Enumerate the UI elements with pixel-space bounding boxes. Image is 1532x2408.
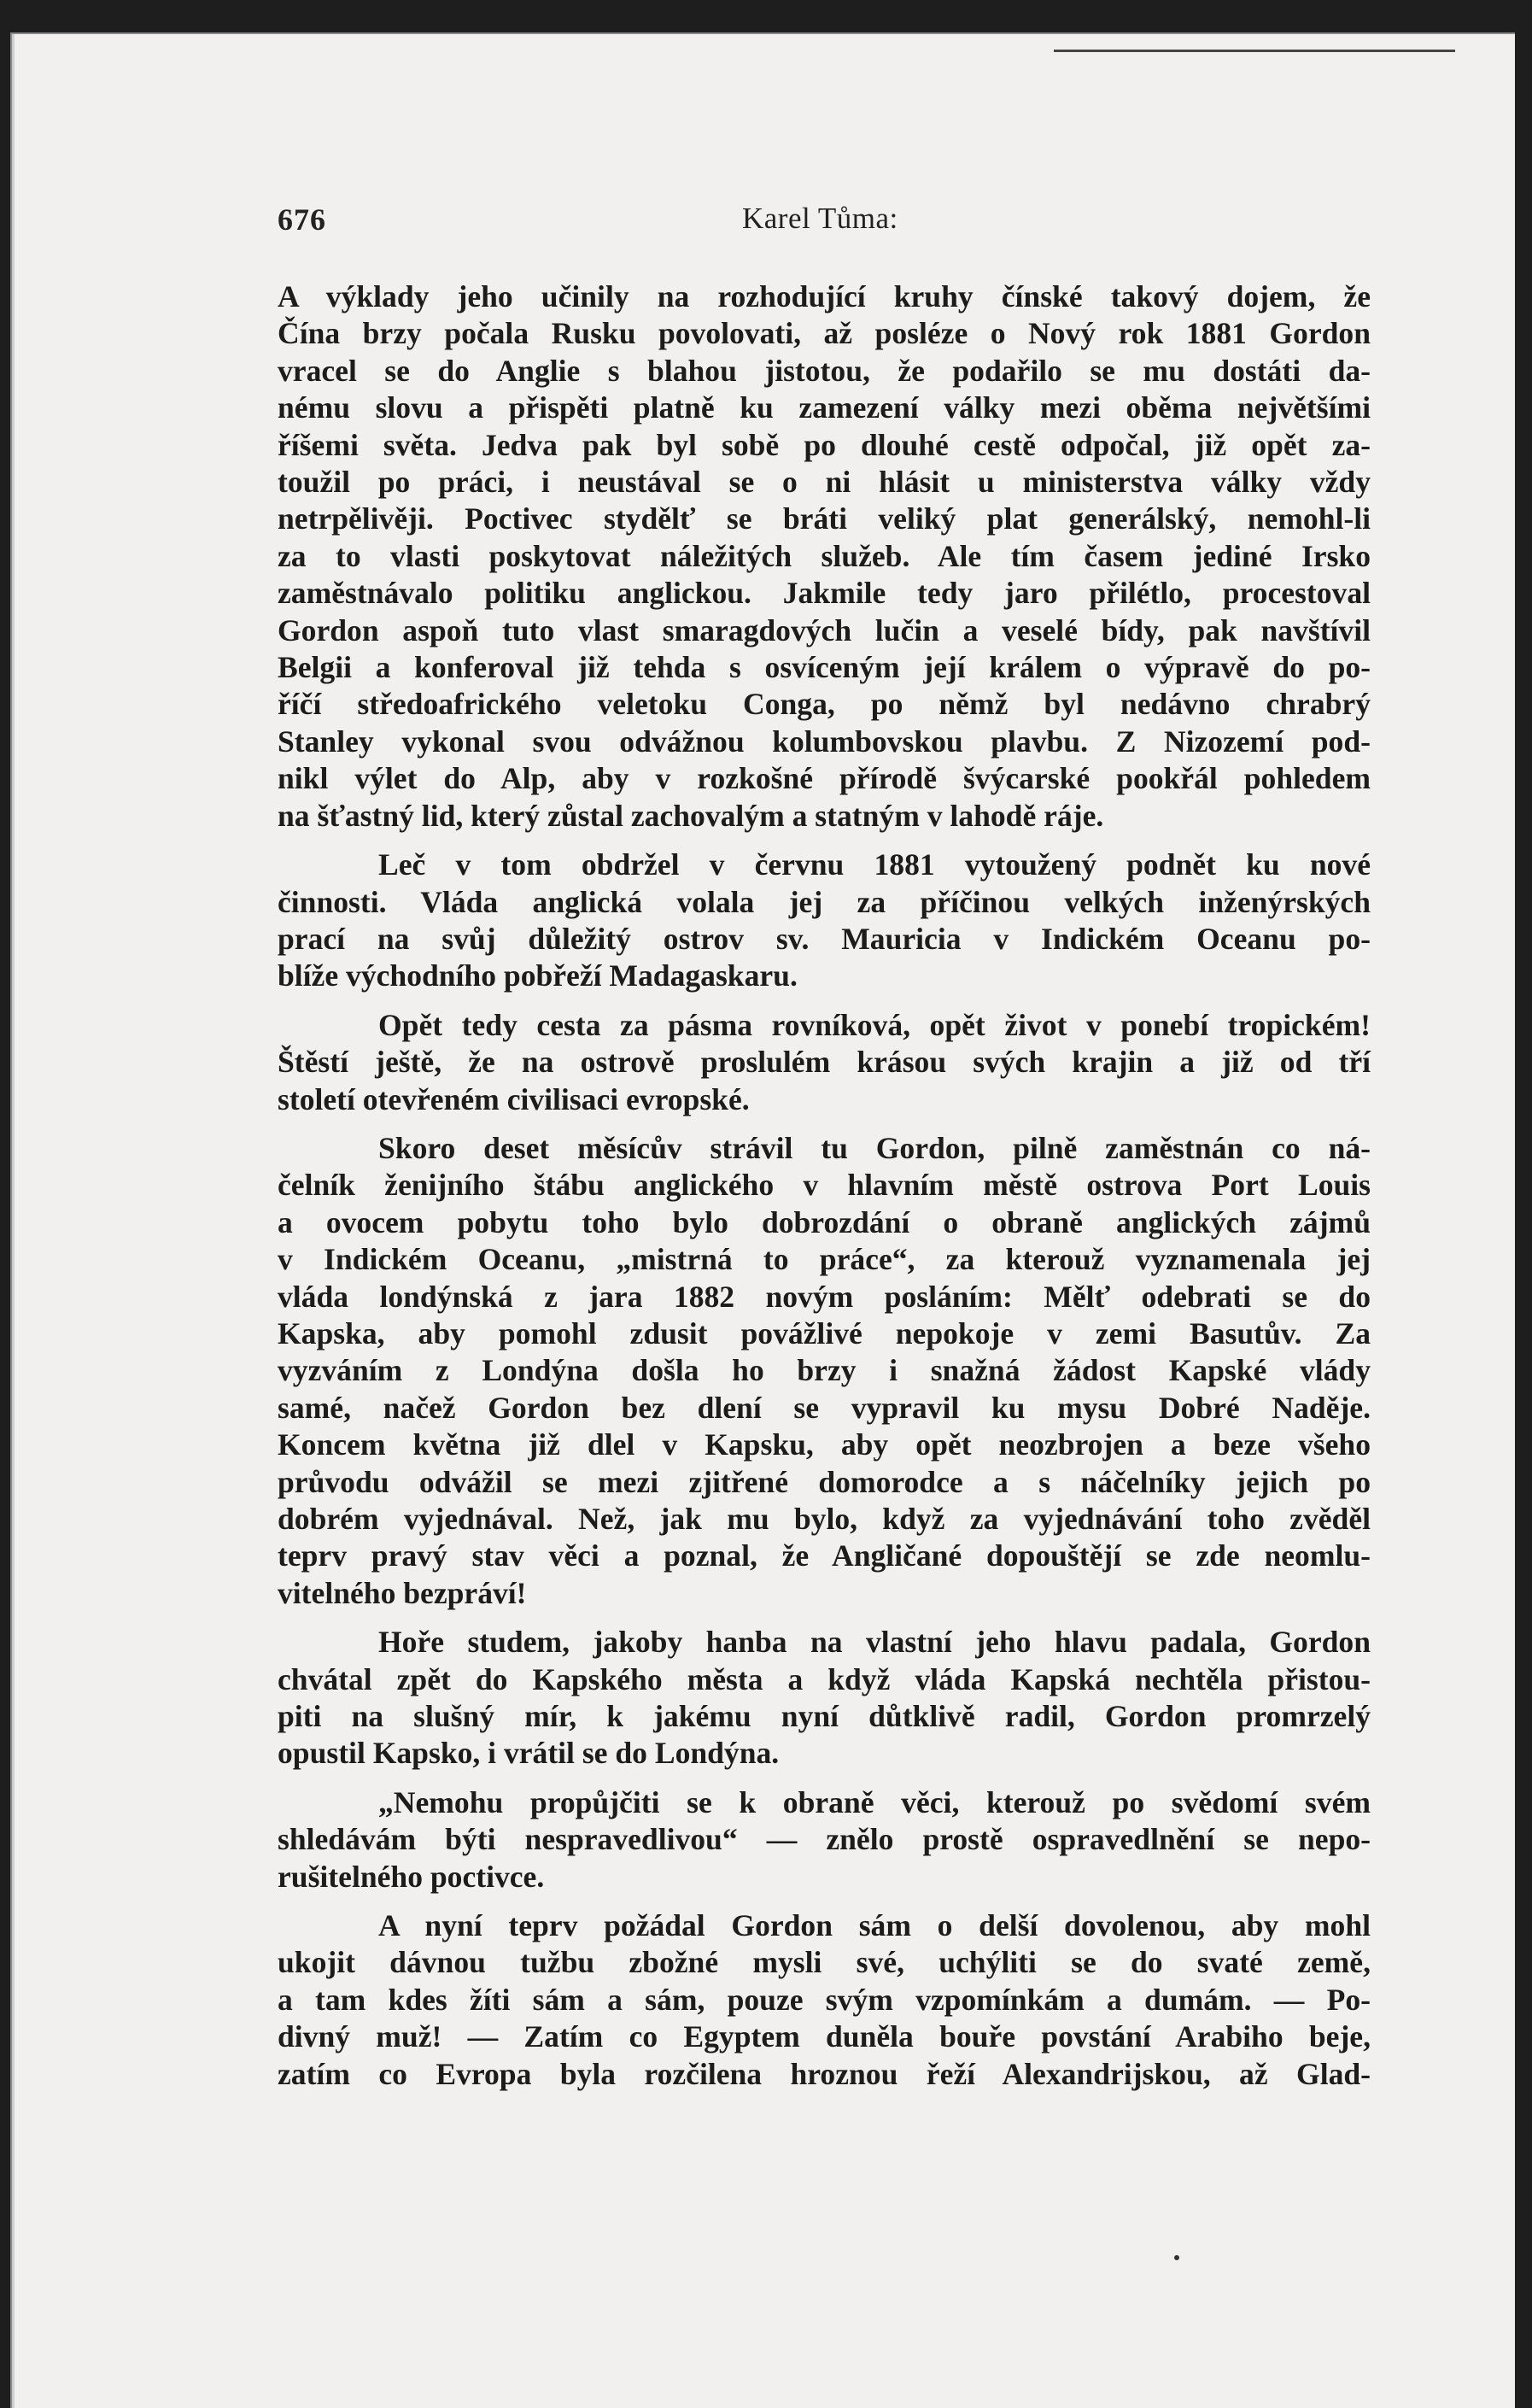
text-line: v Indickém Oceanu, „mistrná to práce“, za kterouž vyznamenala jej <box>278 1242 1371 1277</box>
body-text <box>278 278 1371 2105</box>
text-line: „Nemohu propůjčiti se k obraně věci, kterouž po svědomí svém <box>378 1784 1371 1819</box>
text-line: teprv pravý stav věci a poznal, že Angličané dopouštějí se zde neomlu- <box>278 1538 1371 1573</box>
text-line: čelník ženijního štábu anglického v hlavním městě ostrova Port Louis <box>278 1168 1371 1203</box>
text-line: chvátal zpět do Kapského města a když vláda Kapská nechtěla přistou- <box>278 1661 1371 1696</box>
text-line: toužil po práci, i neustával se o ni hlásit u ministerstva války vždy <box>278 465 1371 500</box>
running-head-author: Karel Tůma: <box>742 202 898 235</box>
text-line: Koncem května již dlel v Kapsku, aby opět neozbrojen a beze všeho <box>278 1427 1371 1462</box>
text-line: ukojit dávnou tužbu zbožné mysli své, uchýliti se do svaté země, <box>278 1945 1371 1980</box>
text-line: zatím co Evropa byla rozčilena hroznou řeží Alexandrijskou, až Glad- <box>278 2056 1371 2091</box>
text-line: Gordon aspoň tuto vlast smaragdových lučin a veselé bídy, pak navštívil <box>278 612 1371 647</box>
text-line: A nyní teprv požádal Gordon sám o delší dovolenou, aby mohl <box>378 1908 1371 1943</box>
text-line: Leč v tom obdržel v červnu 1881 vytoužený podnět ku nové <box>378 847 1371 882</box>
top-rule-divider <box>1054 50 1455 52</box>
text-line: zaměstnávalo politiku anglickou. Jakmile tedy jaro přilétlo, procestoval <box>278 576 1371 611</box>
text-line: říšemi světa. Jedva pak byl sobě po dlouhé cestě odpočal, již opět za- <box>278 427 1371 462</box>
text-line: prací na svůj důležitý ostrov sv. Mauricia v Indickém Oceanu po- <box>278 921 1371 956</box>
text-line: opustil Kapsko, i vrátil se do Londýna. <box>278 1736 780 1771</box>
text-line: A výklady jeho učinily na rozhodující kruhy čínské takový dojem, že <box>278 279 1371 313</box>
text-line: Opět tedy cesta za pásma rovníková, opět život v ponebí tropickém! <box>378 1007 1371 1042</box>
text-line: Štěstí ještě, že na ostrově proslulém krásou svých krajin a již od tří <box>278 1045 1371 1080</box>
paragraph-3 <box>278 1007 1371 1118</box>
paragraph-7 <box>278 1907 1371 2093</box>
text-line: vyzváním z Londýna došla ho brzy i snažná žádost Kapské vlády <box>278 1353 1371 1388</box>
text-line: samé, načež Gordon bez dlení se vypravil ku mysu Dobré Naděje. <box>278 1390 1371 1425</box>
text-line: za to vlasti poskytovat náležitých služeb. Ale tím časem jediné Irsko <box>278 538 1371 573</box>
paragraph-5 <box>278 1624 1371 1772</box>
text-line: a tam kdes žíti sám a sám, pouze svým vzpomínkám a dumám. — Po- <box>278 1982 1371 2017</box>
text-line: netrpělivěji. Poctivec stydělť se bráti veliký plat generálský, nemohl-li <box>278 501 1371 536</box>
text-line: dobrém vyjednával. Než, jak mu bylo, když za vyjednávání toho zvěděl <box>278 1502 1371 1536</box>
text-line: divný muž! — Zatím co Egyptem duněla bouře povstání Arabiho beje, <box>278 2019 1371 2054</box>
text-line: nému slovu a přispěti platně ku zamezení války mezi oběma největšími <box>278 390 1371 425</box>
text-line: rušitelného poctivce. <box>278 1859 545 1894</box>
text-line: blíže východního pobřeží Madagaskaru. <box>278 958 798 993</box>
text-line: průvodu odvážil se mezi zjitřené domorodce a s náčelníky jejich po <box>278 1464 1371 1499</box>
text-line: Belgii a konferoval již tehda s osvíceným její králem o výpravě do po- <box>278 650 1371 685</box>
text-line: vracel se do Anglie s blahou jistotou, že podařilo se mu dostáti da- <box>278 353 1371 388</box>
paragraph-1 <box>278 278 1371 835</box>
text-line: Čína brzy počala Rusku povolovati, až posléze o Nový rok 1881 Gordon <box>278 316 1371 351</box>
text-line: Skoro deset měsícův strávil tu Gordon, pilně zaměstnán co ná- <box>378 1130 1371 1165</box>
text-line: století otevřeném civilisaci evropské. <box>278 1081 750 1116</box>
ink-speck-mark <box>1174 2255 1179 2260</box>
text-line: vitelného bezpráví! <box>278 1575 527 1610</box>
page-number: 676 <box>278 202 326 237</box>
text-line: vláda londýnská z jara 1882 novým posláním: Mělť odebrati se do <box>278 1279 1371 1314</box>
text-line: činnosti. Vláda anglická volala jej za příčinou velkých inženýrských <box>278 884 1371 919</box>
paragraph-6 <box>278 1784 1371 1895</box>
text-line: Kapska, aby pomohl zdusit povážlivé nepokoje v zemi Basutův. Za <box>278 1315 1371 1350</box>
text-line: Stanley vykonal svou odvážnou kolumbovskou plavbu. Z Nizozemí pod- <box>278 724 1371 759</box>
text-line: a ovocem pobytu toho bylo dobrozdání o obraně anglických zájmů <box>278 1204 1371 1239</box>
text-line: Hoře studem, jakoby hanba na vlastní jeho hlavu padala, Gordon <box>378 1625 1371 1660</box>
text-line: piti na slušný mír, k jakému nyní důtklivě radil, Gordon promrzelý <box>278 1699 1371 1734</box>
page-header <box>278 202 1371 244</box>
text-line: nikl výlet do Alp, aby v rozkošné přírodě švýcarské pookřál pohledem <box>278 761 1371 796</box>
paragraph-4 <box>278 1130 1371 1612</box>
paragraph-2 <box>278 847 1371 995</box>
text-line: shledávám býti nespravedlivou“ — znělo prostě ospravedlnění se nepo- <box>278 1822 1371 1857</box>
text-line: říčí středoafrického veletoku Conga, po němž byl nedávno chrabrý <box>278 687 1371 722</box>
text-line: na šťastný lid, který zůstal zachovalým a statným v lahodě ráje. <box>278 798 1104 833</box>
